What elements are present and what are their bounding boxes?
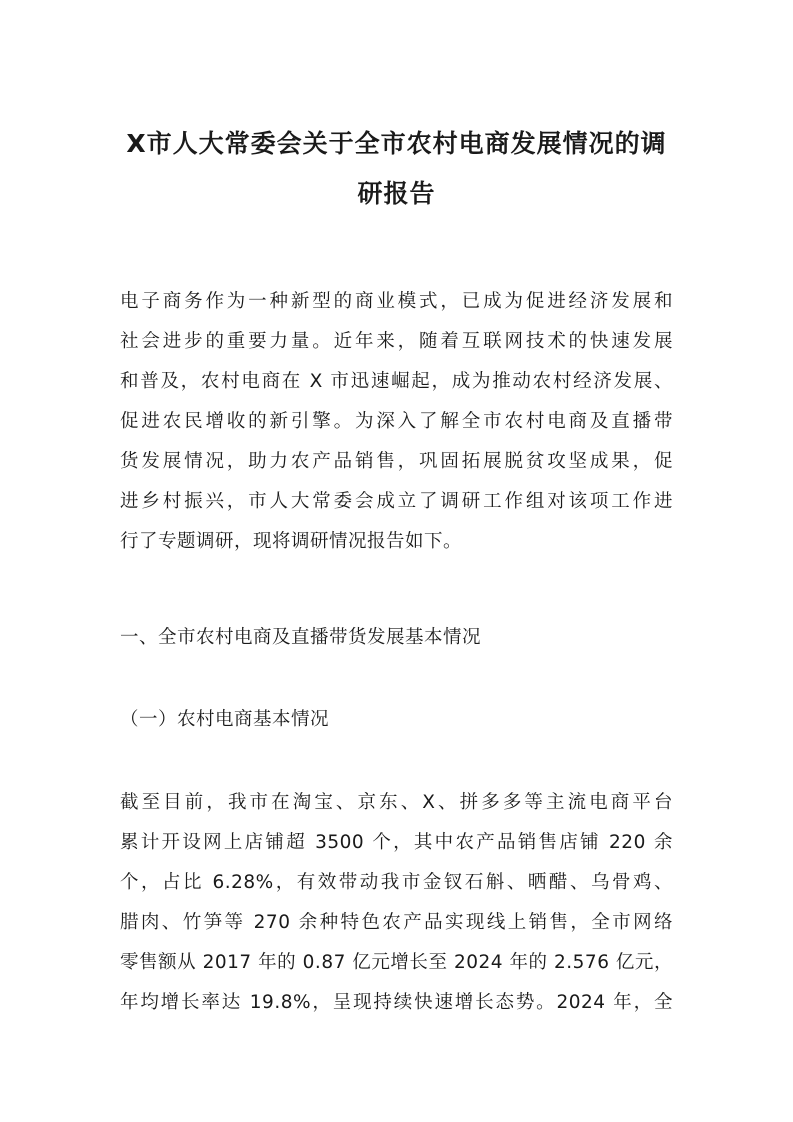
- section-heading: 一、全市农村电商及直播带货发展基本情况: [120, 627, 482, 648]
- intro-line: 促进农民增收的新引擎。为深入了解全市农村电商及直播带: [120, 411, 673, 432]
- body-line: 腊肉、竹笋等 270 余种特色农产品实现线上销售，全市网络: [120, 912, 673, 933]
- intro-line: 行了专题调研，现将调研情况报告如下。: [120, 531, 463, 552]
- intro-line: 电子商务作为一种新型的商业模式，已成为促进经济发展和: [120, 291, 673, 312]
- intro-line: 货发展情况，助力农产品销售，巩固拓展脱贫攻坚成果，促: [120, 451, 673, 472]
- body-line: 个，占比 6.28%，有效带动我市金钗石斛、晒醋、乌骨鸡、: [120, 872, 673, 893]
- document-title-line-1: X市人大常委会关于全市农村电商发展情况的调: [126, 129, 667, 158]
- intro-line: 和普及，农村电商在 X 市迅速崛起，成为推动农村经济发展、: [120, 371, 673, 392]
- body-line: 年均增长率达 19.8%，呈现持续快速增长态势。2024 年，全: [120, 992, 673, 1013]
- body-line: 累计开设网上店铺超 3500 个，其中农产品销售店铺 220 余: [120, 832, 673, 853]
- body-line: 零售额从 2017 年的 0.87 亿元增长至 2024 年的 2.576 亿元，: [120, 952, 673, 973]
- body-line: 截至目前，我市在淘宝、京东、X、拼多多等主流电商平台: [120, 792, 673, 813]
- intro-line: 社会进步的重要力量。近年来，随着互联网技术的快速发展: [120, 331, 673, 352]
- intro-line: 进乡村振兴，市人大常委会成立了调研工作组对该项工作进: [120, 491, 673, 512]
- document-title-line-2: 研报告: [357, 179, 436, 208]
- subsection-heading: （一）农村电商基本情况: [120, 709, 330, 730]
